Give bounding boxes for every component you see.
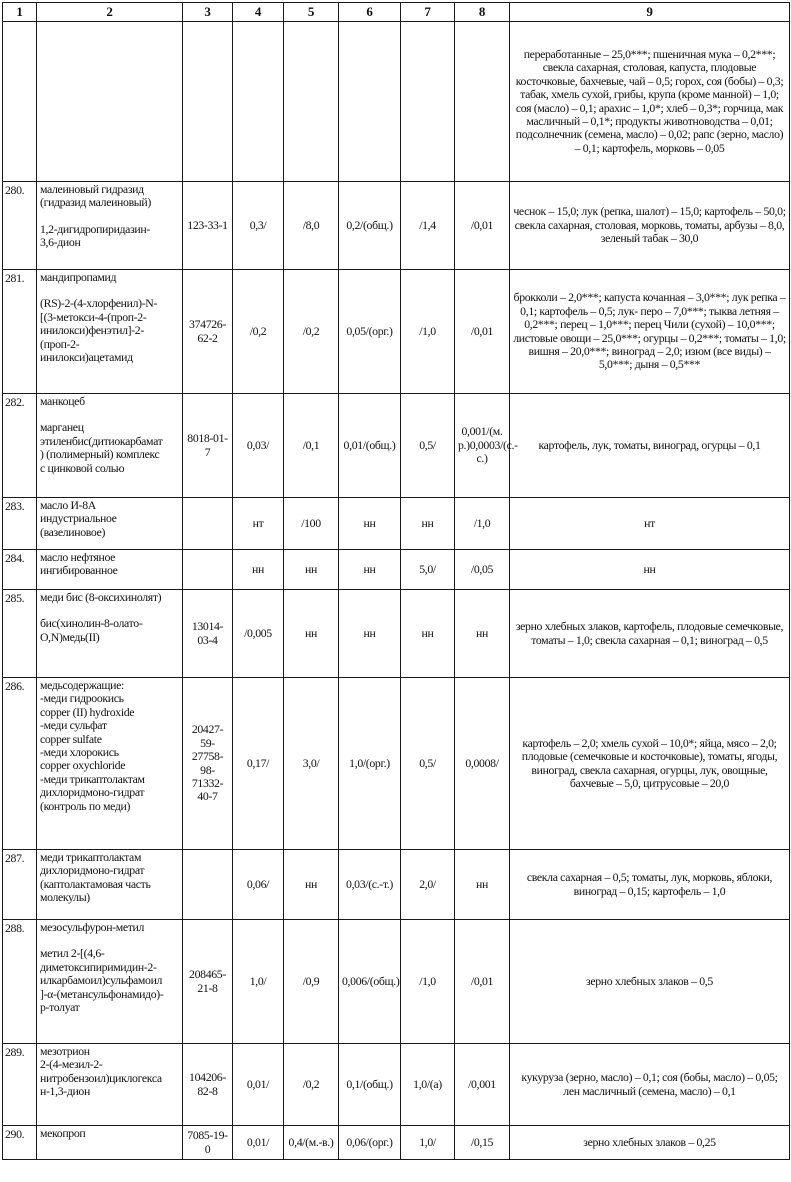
value-col-5: [284, 920, 339, 1044]
value-col-4-line: 1,0/: [249, 973, 267, 988]
substance-name-line: 2-(4-мезил-2-: [40, 1057, 103, 1072]
cas-number: [183, 920, 233, 1044]
value-col-8-line: нн: [476, 625, 488, 640]
substance-name-line: O,N)медь(II): [40, 629, 100, 644]
cas-number-line: 59-2: [191, 735, 215, 764]
substance-name-line: мандипропамид: [40, 270, 117, 284]
value-col-8-line: /0,01: [470, 323, 494, 338]
value-col-7: [401, 394, 455, 498]
value-col-5: [284, 498, 339, 550]
row-number: 288.: [3, 920, 37, 1044]
substance-name-line: диметоксипиримидин-2-: [40, 959, 157, 974]
value-col-7-line: 0,5/: [419, 755, 436, 770]
cas-number: [183, 1044, 233, 1126]
value-col-6-line: (орг.): [368, 1134, 393, 1149]
value-col-8-line: 0,001/: [461, 424, 490, 439]
cas-number: [183, 22, 233, 182]
substance-name: [37, 678, 183, 850]
substance-name-line: -меди сульфат: [40, 718, 107, 733]
substance-name-line: мезотрион: [40, 1044, 90, 1058]
substance-name-line: малеиновый гидразид: [40, 182, 144, 196]
substance-name-line: ) (полимерный) комплекс: [40, 447, 160, 462]
value-col-8-line: /0,15: [470, 1134, 494, 1149]
value-col-8-line: /0,001: [468, 1076, 496, 1091]
cas-number-line: 8018-: [187, 431, 214, 446]
value-col-7: [401, 678, 455, 850]
substance-name-line: -меди трикаптолактам: [40, 771, 145, 786]
cas-number-line: 374726: [189, 317, 223, 332]
value-col-6-line: 0,006/: [342, 973, 370, 988]
value-col-5-line: 0,4/: [288, 1134, 306, 1149]
substance-name-line: с цинковой солью: [40, 460, 125, 475]
substance-name-line: copper (II) hydroxide: [40, 704, 135, 719]
table-row: [3, 678, 790, 850]
substance-name-line: (проп-2-: [40, 336, 80, 351]
column-header-1: 1: [3, 3, 37, 22]
substance-name-line: этиленбис(дитиокарбамат: [40, 433, 163, 448]
crops-residue-limits: переработанные – 25,0***; пшеничная мука – 0,2***; свекла сахарная, столовая, капуста, плодовые косточковые, бахчевые, чай – 0,5; горох, соя (бобы) – 0,3; табак, хмель сухой, грибы, крупа (кроме манной) – 1,0; соя (масло) – 0,1; арахис – 1,0*; хлеб – 0,3*; горчица, мак масличный – 0,1*; продукты животноводства – 0,01; подсолнечник (семена, масло) – 0,02; рапс (зерно, масло) – 0,1; картофель, морковь – 0,05: [510, 22, 790, 182]
substance-name-line: 3,6-дион: [40, 235, 81, 250]
value-col-5-line: /0,2: [302, 1076, 320, 1091]
row-number: 287.: [3, 850, 37, 920]
value-col-6-line: нн: [363, 515, 376, 530]
row-number: 285.: [3, 590, 37, 678]
value-col-6: [339, 1126, 401, 1160]
value-col-4-line: 0,01/: [246, 1076, 270, 1091]
value-col-6-line: (общ.): [369, 973, 400, 988]
table-row: [3, 1126, 790, 1160]
crops-residue-limits: картофель, лук, томаты, виноград, огурцы – 0,1: [510, 394, 790, 498]
crops-residue-limits: брокколи – 2,0***; капуста кочанная – 3,0***; лук репка – 0,1; картофель – 0,5; лук- перо – 7,0***; тыква летняя – 0,2***; перец – 1,0***; перец Чили (сухой) – 10,0***; листовые овощи – 25,0***; огурцы – 0,2***; томаты – 1,0; вишня – 20,0***; виноград – 2,0; изюм (все виды) – 5,0***; дыня – 0,5***: [510, 270, 790, 394]
value-col-8: [455, 920, 510, 1044]
value-col-5: [284, 550, 339, 590]
substance-name-line: метил 2-[(4,6-: [40, 946, 105, 961]
cas-number-line: 1332-: [197, 775, 224, 790]
table-row: [3, 22, 790, 182]
value-col-5-line: /100: [301, 515, 321, 530]
substance-name-line: 1,2-дигидропиридазин-: [40, 221, 150, 236]
substance-name: [37, 1044, 183, 1126]
value-col-6-line: 0,2/: [346, 217, 363, 232]
value-col-8: [455, 22, 510, 182]
value-col-7: [401, 270, 455, 394]
value-col-7: [401, 550, 455, 590]
value-col-4-line: нн: [252, 561, 264, 576]
crops-residue-limits: зерно хлебных злаков – 0,5: [510, 920, 790, 1044]
value-col-5: [284, 850, 339, 920]
value-col-8-line: 0,0008/: [465, 755, 499, 770]
value-col-4: [233, 850, 284, 920]
substance-name-line: манкоцеб: [40, 394, 85, 408]
value-col-6-line: нн: [363, 561, 376, 576]
cas-number-line: 13014-: [191, 619, 224, 634]
value-col-5-line: /8,0: [302, 217, 320, 232]
substance-name-line: бис(хинолин-8-олато-: [40, 616, 143, 631]
value-col-5-line: /0,2: [302, 323, 320, 338]
substance-name-line: (контроль по меди): [40, 798, 131, 813]
value-col-8-line: (м. р.): [458, 424, 503, 452]
cas-number-line: -82-8: [197, 1070, 226, 1098]
value-col-4: [233, 22, 284, 182]
substance-name-line: индустриальное: [40, 511, 117, 526]
cas-number: [183, 678, 233, 850]
value-col-8-line: нн: [476, 876, 488, 891]
value-col-7: [401, 920, 455, 1044]
value-col-6-line: нн: [363, 625, 376, 640]
cas-number: [183, 498, 233, 550]
value-col-8: [455, 394, 518, 498]
crops-residue-limits: картофель – 2,0; хмель сухой – 10,0*; яйца, мясо – 2,0; плодовые (семечковые и косточковые), томаты, ягоды, виноград, свекла сахарная, огурцы, лук, овощные, бахчевые – 5,0, цитрусовые – 20,0: [510, 678, 790, 850]
value-col-6-line: (с.-т.): [368, 876, 393, 891]
row-number: 290.: [3, 1126, 37, 1160]
value-col-6-line: 0,06/: [346, 1134, 369, 1149]
substance-name-line: меди трикаптолактам: [40, 850, 142, 864]
value-col-8: [455, 590, 510, 678]
value-col-6: [339, 920, 401, 1044]
row-number: 280.: [3, 182, 37, 270]
value-col-8-line: 0,0003/: [469, 437, 504, 452]
value-col-5: [284, 182, 339, 270]
value-col-7-line: 1,0/: [419, 1134, 436, 1149]
cas-number-line: 7085-: [187, 1128, 214, 1143]
value-col-7-line: /1,0: [419, 973, 436, 988]
value-col-7: [401, 22, 455, 182]
cas-number-line: 123-33-: [187, 217, 223, 232]
substance-name-line: ]-α-(метансульфонамидо)-: [40, 986, 164, 1001]
column-header-7: 7: [401, 3, 455, 22]
row-number: 284.: [3, 550, 37, 590]
value-col-6: [339, 678, 401, 850]
cas-number-line: 40-7: [197, 789, 218, 804]
value-col-7: [401, 182, 455, 270]
crops-residue-limits: кукуруза (зерно, масло) – 0,1; соя (бобы, масло) – 0,05; лен масличный (семена, масло) – 0,1: [510, 1044, 790, 1126]
value-col-5: [284, 394, 339, 498]
substance-name: [37, 550, 183, 590]
value-col-8: [455, 850, 510, 920]
value-col-5: [284, 1126, 339, 1160]
substance-name-line: молекулы): [40, 890, 90, 905]
value-col-8-line: /0,01: [470, 217, 494, 232]
column-header-6: 6: [339, 3, 401, 22]
cas-number: [183, 394, 233, 498]
substance-name-line: (вазелиновое): [40, 524, 106, 539]
value-col-5-line: нн: [305, 876, 317, 891]
column-header-4: 4: [233, 3, 284, 22]
substance-name-line: инилокси)фенэтил]-2-: [40, 323, 144, 338]
cas-number-line: 03-4: [197, 632, 218, 647]
substance-name-line: мекопроп: [40, 1126, 86, 1140]
substance-name-line: дихлоридмоно-гидрат: [40, 863, 145, 878]
cas-number-line: 01-7: [204, 431, 228, 459]
value-col-8: [455, 270, 510, 394]
value-col-6-line: (общ.): [365, 437, 396, 452]
substance-name-line: дихлоридмоно-гидрат: [40, 785, 145, 800]
cas-number-line: -21-8: [197, 967, 226, 995]
cas-number-line: 98-7: [191, 762, 215, 790]
cas-number-line: 7758-: [197, 749, 224, 764]
cas-number: [183, 550, 233, 590]
table-row: [3, 182, 790, 270]
crops-residue-limits: зерно хлебных злаков – 0,25: [510, 1126, 790, 1160]
substance-name-line: илкарбамоил)сульфамоил: [40, 973, 163, 988]
value-col-4: [233, 550, 284, 590]
cas-number: [183, 182, 233, 270]
value-col-4-line: 0,03/: [246, 437, 270, 452]
value-col-4: [233, 920, 284, 1044]
value-col-6: [339, 498, 401, 550]
value-col-4: [233, 1044, 284, 1126]
substance-name: [37, 850, 183, 920]
value-col-6-line: (орг.): [365, 755, 390, 770]
value-col-5-line: 3,0/: [302, 755, 320, 770]
table-row: [3, 590, 790, 678]
table-row: [3, 850, 790, 920]
value-col-5-line: /0,1: [302, 437, 320, 452]
value-col-7: [401, 850, 455, 920]
value-col-8-line: /0,01: [470, 973, 494, 988]
value-col-6: [339, 394, 401, 498]
substance-name-line: copper oxychloride: [40, 758, 126, 773]
value-col-6-line: (общ.): [362, 1076, 393, 1091]
substance-name-line: -меди хлорокись: [40, 745, 119, 760]
substance-name-line: ингибированное: [40, 563, 118, 578]
value-col-6: [339, 850, 401, 920]
column-header-3: 3: [183, 3, 233, 22]
value-col-6: [339, 590, 401, 678]
substance-name-line: н-1,3-дион: [40, 1084, 90, 1099]
cas-number: [183, 590, 233, 678]
value-col-7: [401, 498, 455, 550]
row-number: 289.: [3, 1044, 37, 1126]
cas-number-line: 208465: [189, 967, 223, 982]
value-col-8: [455, 550, 510, 590]
value-col-5-line: (м.-в.): [305, 1134, 334, 1149]
value-col-5-line: нн: [305, 561, 317, 576]
regulation-table: [2, 2, 790, 1160]
column-header-2: 2: [37, 3, 183, 22]
value-col-7-line: 2,0/: [419, 876, 436, 891]
header-row: [3, 3, 790, 22]
value-col-6-line: 0,05/: [346, 323, 369, 338]
crops-residue-limits: зерно хлебных злаков, картофель, плодовые семечковые, томаты – 1,0; свекла сахарная – 0,1; виноград – 0,5: [510, 590, 790, 678]
cas-number: [183, 270, 233, 394]
value-col-6-line: 1,0/: [349, 755, 366, 770]
value-col-8: [455, 1126, 510, 1160]
value-col-8: [455, 678, 510, 850]
value-col-7: [401, 1126, 455, 1160]
substance-name: [37, 270, 183, 394]
substance-name-line: copper sulfate: [40, 731, 102, 746]
substance-name-line: инилокси)ацетамид: [40, 350, 133, 365]
value-col-4-line: 0,01/: [246, 1134, 270, 1149]
substance-name-line: (гидразид малеиновый): [40, 195, 151, 210]
substance-name: [37, 920, 183, 1044]
value-col-7: [401, 1044, 455, 1126]
value-col-4: [233, 394, 284, 498]
column-header-5: 5: [284, 3, 339, 22]
value-col-7-line: (а): [429, 1076, 442, 1091]
value-col-6: [339, 1044, 401, 1126]
table-row: [3, 920, 790, 1044]
value-col-5-line: /0,9: [302, 973, 320, 988]
substance-name-line: p-толуат: [40, 1000, 80, 1015]
cas-number-line: -62-2: [197, 317, 226, 345]
value-col-7-line: 0,5/: [419, 437, 436, 452]
value-col-4-line: /0,005: [244, 625, 272, 640]
column-header-9: 9: [510, 3, 790, 22]
value-col-4-line: 0,17/: [246, 755, 270, 770]
substance-name-line: меди бис (8-оксихинолят): [40, 590, 162, 604]
value-col-6-line: 0,01/: [343, 437, 366, 452]
substance-name: [37, 590, 183, 678]
cas-number-line: 19-0: [204, 1128, 228, 1156]
value-col-5: [284, 678, 339, 850]
substance-name: [37, 22, 183, 182]
crops-residue-limits: нт: [510, 498, 790, 550]
value-col-7-line: /1,0: [419, 323, 436, 338]
value-col-7: [401, 590, 455, 678]
substance-name-line: мезосульфурон-метил: [40, 920, 145, 934]
value-col-4-line: 0,3/: [249, 217, 267, 232]
crops-residue-limits: чеснок – 15,0; лук (репка, шалот) – 15,0; картофель – 50,0; свекла сахарная, столовая, морковь, томаты, арбузы – 8,0, зеленый табак – 30,0: [510, 182, 790, 270]
row-number: 283.: [3, 498, 37, 550]
table-row: [3, 498, 790, 550]
value-col-4-line: 0,06/: [246, 876, 270, 891]
value-col-8-line: /1,0: [473, 515, 491, 530]
row-number: 282.: [3, 394, 37, 498]
value-col-4: [233, 270, 284, 394]
table-row: [3, 270, 790, 394]
substance-name: [37, 394, 183, 498]
cas-number-line: 104206: [189, 1070, 223, 1085]
value-col-8: [455, 182, 510, 270]
cas-number: [183, 1126, 233, 1160]
value-col-6: [339, 550, 401, 590]
substance-name-line: нитробензоил)циклогекса: [40, 1070, 162, 1085]
value-col-6: [339, 22, 401, 182]
value-col-5-line: нн: [305, 625, 317, 640]
crops-residue-limits: нн: [510, 550, 790, 590]
value-col-7-line: нн: [421, 625, 434, 640]
cas-number-line: 20427-: [191, 722, 224, 737]
table-row: [3, 550, 790, 590]
value-col-4: [233, 1126, 284, 1160]
crops-residue-limits: свекла сахарная – 0,5; томаты, лук, морковь, яблоки, виноград – 0,15; картофель – 1,0: [510, 850, 790, 920]
value-col-4-line: /0,2: [249, 323, 267, 338]
cas-number-line: 1: [222, 217, 228, 232]
row-number: [3, 22, 37, 182]
value-col-4: [233, 498, 284, 550]
value-col-6-line: (орг.): [368, 323, 393, 338]
value-col-7-line: 5,0/: [419, 561, 436, 576]
cas-number: [183, 850, 233, 920]
value-col-4: [233, 678, 284, 850]
substance-name-line: масло И-8А: [40, 498, 96, 512]
value-col-6-line: (общ.): [362, 217, 393, 232]
value-col-5: [284, 1044, 339, 1126]
substance-name-line: [(3-метокси-4-(проп-2-: [40, 309, 147, 324]
value-col-6-line: 0,1/: [346, 1076, 363, 1091]
value-col-8-line: /0,05: [470, 561, 494, 576]
row-number: 286.: [3, 678, 37, 850]
substance-name-line: марганец: [40, 420, 84, 435]
substance-name: [37, 498, 183, 550]
value-col-8: [455, 1044, 510, 1126]
value-col-5: [284, 22, 339, 182]
table-row: [3, 1044, 790, 1126]
value-col-8: [455, 498, 510, 550]
row-number: 281.: [3, 270, 37, 394]
value-col-4: [233, 182, 284, 270]
value-col-4-line: нт: [252, 515, 264, 530]
value-col-7-line: нн: [421, 515, 434, 530]
value-col-7-line: 1,0/: [413, 1076, 430, 1091]
value-col-5: [284, 270, 339, 394]
table-body: [3, 22, 790, 1160]
substance-name: [37, 1126, 183, 1160]
value-col-6-line: 0,03/: [346, 876, 369, 891]
value-col-6: [339, 270, 401, 394]
substance-name-line: (RS)-2-(4-хлорфенил)-N-: [40, 296, 158, 311]
value-col-6: [339, 182, 401, 270]
value-col-4: [233, 590, 284, 678]
value-col-8-line: (с.-с.): [476, 437, 518, 466]
table-row: [3, 394, 790, 498]
value-col-5: [284, 590, 339, 678]
substance-name-line: масло нефтяное: [40, 550, 116, 564]
substance-name-line: -меди гидроокись: [40, 691, 124, 706]
substance-name-line: (каптолактамовая часть: [40, 876, 151, 891]
value-col-7-line: /1,4: [419, 217, 436, 232]
substance-name-line: медьсодержащие:: [40, 678, 124, 692]
column-header-8: 8: [455, 3, 510, 22]
substance-name: [37, 182, 183, 270]
